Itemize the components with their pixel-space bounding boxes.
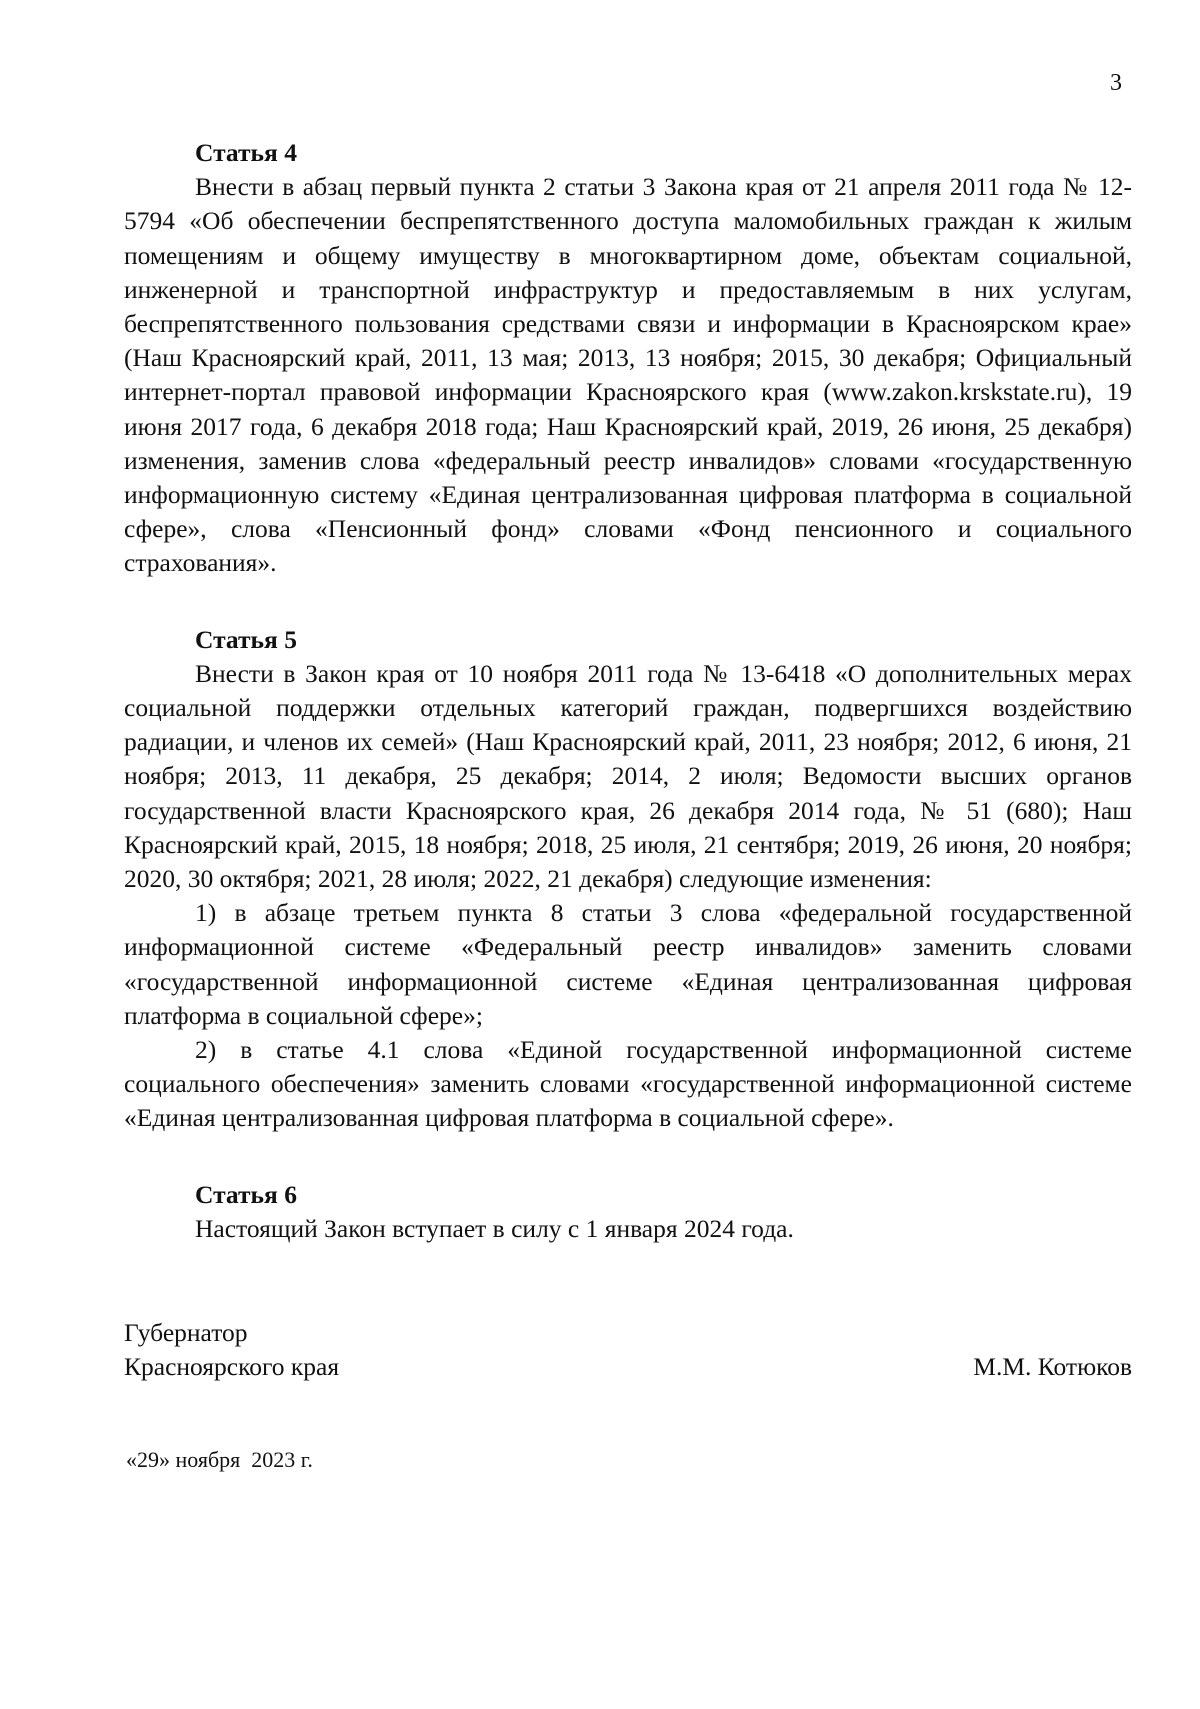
article-6 (124, 1178, 1132, 1246)
signatory-name: М.М. Котюков (973, 1352, 1132, 1381)
signatory-title-line1: Губернатор (124, 1318, 248, 1347)
signatory-title-line2: Красноярского края (124, 1352, 340, 1381)
article-heading: Статья 6 (195, 1179, 297, 1209)
article-list-item: 2) в статье 4.1 слова «Единой государственной информационной системе социального обеспечения» заменить словами «государственной информационной системе «Единая централизованная цифровая платформа в социальной сфере». (124, 1035, 1132, 1133)
article-heading: Статья 4 (195, 138, 297, 167)
page-number: 3 (1110, 70, 1122, 96)
article-4 (124, 136, 1132, 581)
article-list-item: 1) в абзаце третьем пункта 8 статьи 3 слова «федеральной государственной информационной системе «Федеральный реестр инвалидов» заменить словами «государственной информационной системе «Единая централизованная цифровая платформа в социальной сфере»; (124, 898, 1132, 1030)
article-5 (124, 623, 1132, 1136)
section-spacer (124, 581, 1132, 623)
article-paragraph: Внести в Закон края от 10 ноября 2011 года № 13-6418 «О дополнительных мерах социальной поддержки отдельных категорий граждан, подвергшихся воздействию радиации, и членов их семей» (Наш Красноярский край, 2011, 23 ноября; 2012, 6 июня, 21 ноября; 2013, 11 декабря, 25 декабря; 2014, 2 июля; Ведомости высших органов государственной власти Красноярского края, 26 декабря 2014 года, № 51 (680); Наш Красноярский край, 2015, 18 ноября; 2018, 25 июля, 21 сентября; 2019, 26 июня, 20 ноября; 2020, 30 октября; 2021, 28 июля; 2022, 21 декабря) следующие изменения: (124, 658, 1132, 894)
article-paragraph: Внести в абзац первый пункта 2 статьи 3 Закона края от 21 апреля 2011 года № 12-5794 «Об обеспечении беспрепятственного доступа маломобильных граждан к жилым помещениям и общему имуществу в многоквартирном доме, объектам социальной, инженерной и транспортной инфраструктур и предоставляемым в них услугам, беспрепятственного пользования средствами связи и информации в Красноярском крае» (Наш Красноярский край, 2011, 13 мая; 2013, 13 ноября; 2015, 30 декабря; Официальный интернет-портал правовой информации Красноярского края (www.zakon.krskstate.ru), 19 июня 2017 года, 6 декабря 2018 года; Наш Красноярский край, 2019, 26 июня, 25 декабря) изменения, заменив слова «федеральный реестр инвалидов» словами «государственную информационную систему «Единая централизованная цифровая платформа в социальной сфере», слова «Пенсионный фонд» словами «Фонд пенсионного и социального страхования». (124, 172, 1132, 578)
section-spacer (124, 1136, 1132, 1178)
article-paragraph: Настоящий Закон вступает в силу с 1 января 2024 года. (195, 1213, 794, 1243)
document-body (124, 136, 1132, 1246)
signature-row (124, 1350, 1132, 1384)
article-heading: Статья 5 (195, 624, 297, 654)
document-date: «29» ноября 2023 г. (126, 1447, 313, 1472)
signature-block (124, 1316, 1132, 1384)
